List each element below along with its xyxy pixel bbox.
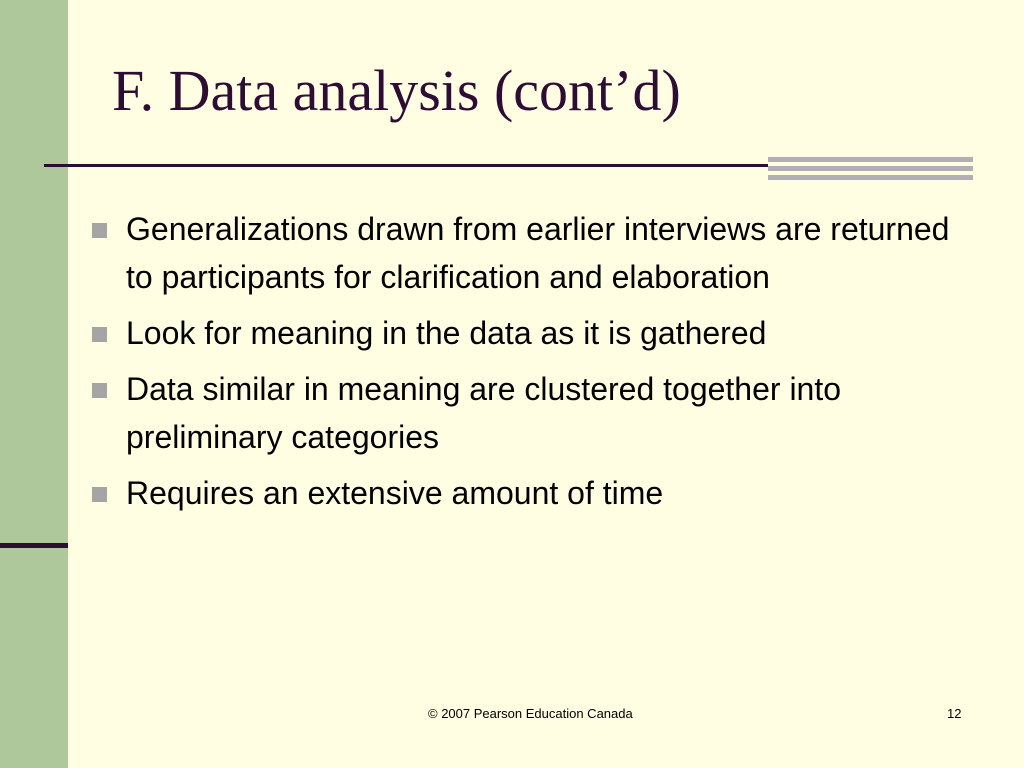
corner-bar: [768, 157, 973, 162]
bullet-text: Requires an extensive amount of time: [126, 475, 664, 511]
slide-title: F. Data analysis (cont’d): [112, 58, 681, 123]
square-bullet-icon: [92, 223, 107, 238]
bullet-item: [92, 469, 952, 517]
bullet-text: Generalizations drawn from earlier interviews are returned to participants for clarification and elaboration: [126, 211, 950, 295]
square-bullet-icon: [92, 383, 107, 398]
title-divider: [44, 164, 768, 167]
corner-bar: [768, 175, 973, 180]
bullet-item: [92, 365, 952, 461]
bullet-text: Data similar in meaning are clustered together into preliminary categories: [126, 371, 842, 455]
copyright-footer: © 2007 Pearson Education Canada: [428, 706, 633, 721]
square-bullet-icon: [92, 327, 107, 342]
corner-bar: [768, 166, 973, 171]
square-bullet-icon: [92, 487, 107, 502]
slide-number: 12: [947, 706, 962, 721]
bullet-list: [92, 205, 952, 525]
bullet-item: [92, 205, 952, 301]
side-accent-line: [0, 543, 68, 548]
bullet-text: Look for meaning in the data as it is gathered: [126, 315, 767, 351]
side-band: [0, 0, 68, 768]
bullet-item: [92, 309, 952, 357]
